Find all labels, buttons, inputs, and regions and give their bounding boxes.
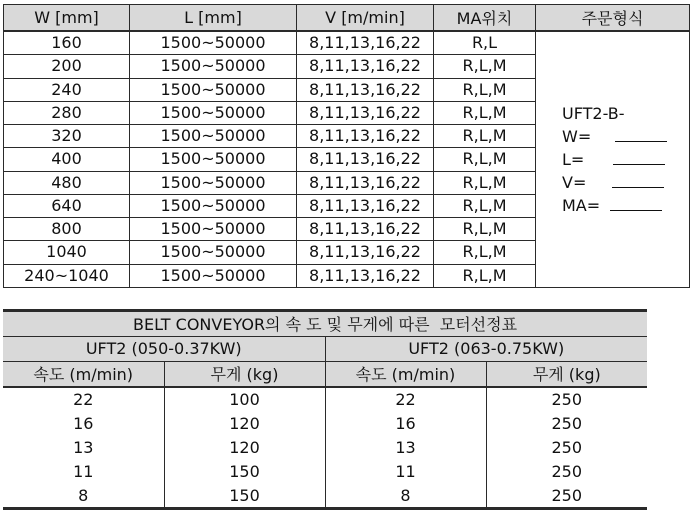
cell-width: 640 xyxy=(4,194,130,217)
cell-weight: 250 xyxy=(551,390,583,410)
table-row xyxy=(3,459,647,483)
motor-title-row xyxy=(3,311,647,337)
header-weight-1: 무게 (kg) xyxy=(164,361,325,386)
cell-weight: 100 xyxy=(164,387,325,412)
table-row xyxy=(3,483,647,508)
cell-weight: 250 xyxy=(551,437,583,457)
order-field-l xyxy=(562,148,689,171)
cell-speed: 8,11,13,16,22 xyxy=(297,55,434,78)
cell-length: 1500~50000 xyxy=(130,241,297,264)
header-width: W [mm] xyxy=(4,5,130,32)
cell-ma-position: R,L,M xyxy=(434,264,536,287)
cell-ma-position: R,L,M xyxy=(434,101,536,124)
cell-speed: 8,11,13,16,22 xyxy=(297,171,434,194)
order-blank-line xyxy=(610,198,662,211)
order-field-v-label: V= xyxy=(562,172,587,192)
cell-weight: 250 xyxy=(551,414,583,433)
cell-width: 400 xyxy=(4,148,130,171)
header-speed: V [m/min] xyxy=(297,5,434,32)
cell-width: 320 xyxy=(4,125,130,148)
cell-weight: 250 xyxy=(486,483,647,508)
cell-width: 800 xyxy=(4,218,130,241)
cell-speed: 16 xyxy=(3,412,164,436)
cell-speed: 8,11,13,16,22 xyxy=(297,264,434,287)
cell-length: 1500~50000 xyxy=(130,264,297,287)
cell-length: 1500~50000 xyxy=(130,148,297,171)
cell-speed: 8,11,13,16,22 xyxy=(297,218,434,241)
cell-length: 1500~50000 xyxy=(130,78,297,101)
cell-speed: 8,11,13,16,22 xyxy=(297,78,434,101)
cell-length: 1500~50000 xyxy=(130,171,297,194)
motor-group-row xyxy=(3,336,647,361)
cell-width: 240~1040 xyxy=(4,264,130,287)
cell-speed: 8,11,13,16,22 xyxy=(297,101,434,124)
table-row xyxy=(3,412,647,436)
header-speed-2: 속도 (m/min) xyxy=(325,361,486,386)
cell-speed: 8 xyxy=(3,483,164,508)
motor-group-037kw: UFT2 (050-0.37KW) xyxy=(3,336,325,361)
cell-ma-position: R,L,M xyxy=(434,148,536,171)
cell-weight: 150 xyxy=(164,459,325,483)
cell-width: 160 xyxy=(4,31,130,55)
cell-speed: 16 xyxy=(325,412,486,436)
cell-ma-position: R,L,M xyxy=(434,241,536,264)
spec-header-row xyxy=(4,5,690,32)
motor-column-header-row xyxy=(3,361,647,386)
cell-weight: 120 xyxy=(164,412,325,436)
cell-width: 280 xyxy=(4,101,130,124)
order-field-ma-label: MA= xyxy=(562,195,601,215)
spec-table xyxy=(3,4,690,288)
cell-length: 1500~50000 xyxy=(130,31,297,55)
motor-selection-table xyxy=(3,309,647,510)
cell-speed: 13 xyxy=(325,435,486,459)
cell-speed: 8,11,13,16,22 xyxy=(297,148,434,171)
cell-length: 1500~50000 xyxy=(130,218,297,241)
table-row xyxy=(3,387,647,412)
order-blank-line xyxy=(615,129,667,142)
order-blank-line xyxy=(613,152,665,165)
order-field-w xyxy=(562,125,689,148)
cell-speed: 13 xyxy=(3,435,164,459)
header-speed-1: 속도 (m/min) xyxy=(3,361,164,386)
cell-ma-position: R,L,M xyxy=(434,194,536,217)
motor-group-075kw: UFT2 (063-0.75KW) xyxy=(325,336,647,361)
motor-table-title: BELT CONVEYOR의 속 도 및 무게에 따른 모터선정표 xyxy=(3,311,647,337)
order-model: UFT2-B- xyxy=(562,103,625,123)
cell-speed: 8,11,13,16,22 xyxy=(297,31,434,55)
cell-ma-position: R,L,M xyxy=(434,218,536,241)
cell-ma-position: R,L,M xyxy=(434,125,536,148)
cell-width: 480 xyxy=(4,171,130,194)
table-row xyxy=(3,435,647,459)
cell-length: 1500~50000 xyxy=(130,125,297,148)
cell-width: 1040 xyxy=(4,241,130,264)
order-field-l-label: L= xyxy=(562,149,585,169)
cell-ma-position: R,L,M xyxy=(434,171,536,194)
cell-speed: 8,11,13,16,22 xyxy=(297,125,434,148)
cell-length: 1500~50000 xyxy=(130,194,297,217)
header-ma-position: MA위치 xyxy=(434,5,536,32)
cell-speed: 22 xyxy=(325,387,486,412)
cell-speed: 8,11,13,16,22 xyxy=(297,194,434,217)
cell-speed: 11 xyxy=(3,459,164,483)
order-form-cell xyxy=(536,31,690,287)
cell-width: 240 xyxy=(4,78,130,101)
order-field-v xyxy=(562,171,689,194)
cell-speed: 8 xyxy=(325,483,486,508)
cell-weight: 120 xyxy=(164,435,325,459)
cell-speed: 8,11,13,16,22 xyxy=(297,241,434,264)
table-row xyxy=(4,31,690,55)
order-field-ma xyxy=(562,194,689,217)
cell-ma-position: R,L,M xyxy=(434,78,536,101)
cell-ma-position: R,L xyxy=(434,31,536,55)
cell-length: 1500~50000 xyxy=(130,101,297,124)
cell-speed: 22 xyxy=(3,387,164,412)
order-blank-line xyxy=(612,175,664,188)
cell-speed: 11 xyxy=(325,459,486,483)
cell-ma-position: R,L,M xyxy=(434,55,536,78)
order-field-w-label: W= xyxy=(562,126,592,146)
header-weight-2: 무게 (kg) xyxy=(486,361,647,386)
cell-length: 1500~50000 xyxy=(130,55,297,78)
header-order-format: 주문형식 xyxy=(536,5,690,32)
cell-weight: 250 xyxy=(551,461,583,481)
header-length: L [mm] xyxy=(130,5,297,32)
cell-weight: 150 xyxy=(164,483,325,508)
cell-width: 200 xyxy=(4,55,130,78)
